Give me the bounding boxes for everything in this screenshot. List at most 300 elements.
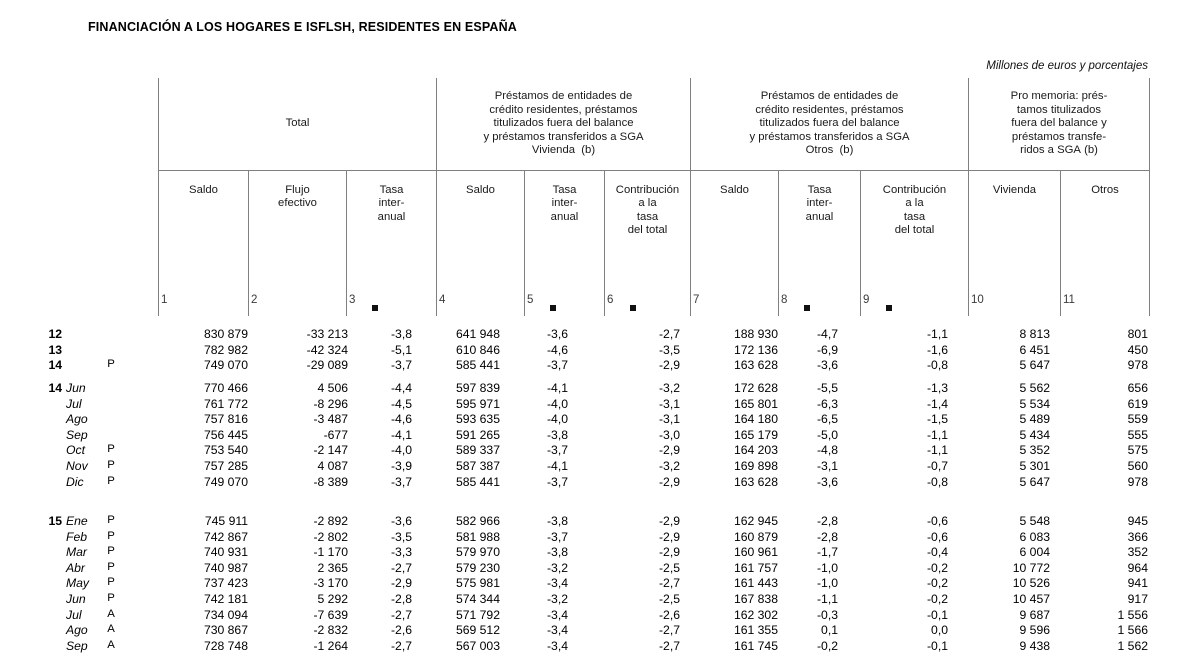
table-row [0, 475, 1200, 491]
cell-col-4: 575 981 [455, 576, 500, 591]
cell-col-3: -3,3 [390, 545, 412, 560]
column-header-line: Contribución [615, 184, 680, 196]
cell-col-8: -4,8 [816, 443, 838, 458]
column-number-9: 9 [863, 294, 870, 306]
cell-col-2: -42 324 [306, 342, 348, 357]
cell-col-4: 595 971 [455, 396, 500, 411]
page-title: FINANCIACIÓN A LOS HOGARES E ISFLSH, RESIDENTES EN ESPAÑA [88, 20, 517, 34]
cell-col-7: 188 930 [733, 327, 778, 341]
cell-col-2: -2 802 [313, 529, 348, 544]
cell-col-10: 9 438 [1019, 638, 1050, 653]
cell-col-9: -1,4 [926, 396, 948, 411]
cell-col-10: 6 004 [1019, 545, 1050, 560]
cell-col-6: -2,9 [658, 545, 680, 560]
cell-col-7: 163 628 [733, 358, 778, 373]
cell-col-2: -2 832 [313, 623, 348, 638]
cell-col-2: -7 639 [313, 607, 348, 622]
cell-col-6: -2,9 [658, 529, 680, 544]
cell-col-5: -4,1 [546, 381, 568, 395]
cell-col-4: 585 441 [455, 474, 500, 489]
cell-col-4: 567 003 [455, 638, 500, 653]
cell-col-9: -0,8 [926, 474, 948, 489]
row-month-label: Mar [66, 545, 87, 560]
table-row [0, 459, 1200, 475]
column-header-line: Saldo [720, 184, 749, 196]
table-row [0, 343, 1200, 359]
cell-col-1: 830 879 [203, 327, 248, 341]
cell-col-4: 597 839 [455, 381, 500, 395]
cell-col-11: 366 [1127, 529, 1148, 544]
column-header-line: Vivienda [992, 184, 1037, 196]
cell-col-11: 619 [1127, 396, 1148, 411]
cell-col-2: -1 170 [313, 545, 348, 560]
column-number-5: 5 [527, 294, 534, 306]
column-header-line: Otros [1091, 184, 1119, 196]
cell-col-10: 5 434 [1019, 427, 1050, 442]
cell-col-7: 161 757 [733, 560, 778, 575]
column-group-label: Pro memoria: prés- tamos titulizados fuera del balance y préstamos transfe- ridos a SGA (b) [1010, 90, 1108, 157]
row-year-label: 13 [48, 342, 62, 357]
row-status-flag: P [107, 576, 115, 589]
column-header-line: del total [627, 224, 668, 237]
cell-col-4: 579 970 [455, 545, 500, 560]
cell-col-9: -1,6 [926, 342, 948, 357]
cell-col-4: 591 265 [455, 427, 500, 442]
cell-col-3: -2,9 [390, 576, 412, 591]
cell-col-3: -4,4 [390, 381, 412, 395]
cell-col-1: 761 772 [203, 396, 248, 411]
cell-col-2: -8 389 [313, 474, 348, 489]
row-month-label: Jun [66, 592, 86, 606]
column-number-7: 7 [693, 294, 700, 306]
column-group-label: Préstamos de entidades de crédito residentes, préstamos titulizados fuera del balance y préstamos transferidos a SGA Otros (b) [749, 90, 910, 157]
row-month-label: Sep [66, 638, 88, 653]
cell-col-9: -0,1 [926, 638, 948, 653]
cell-col-10: 9 687 [1019, 607, 1050, 622]
cell-col-1: 753 540 [203, 443, 248, 458]
cell-col-10: 10 457 [1012, 592, 1050, 606]
cell-col-11: 964 [1127, 560, 1148, 575]
cell-col-11: 941 [1127, 576, 1148, 591]
cell-col-4: 585 441 [455, 358, 500, 373]
cell-col-6: -2,9 [658, 358, 680, 373]
row-month-label: Abr [66, 560, 85, 575]
table-row [0, 428, 1200, 444]
cell-col-1: 730 867 [203, 623, 248, 638]
cell-col-11: 555 [1127, 427, 1148, 442]
cell-col-8: -2,8 [816, 514, 838, 528]
row-status-flag: A [107, 607, 115, 620]
column-header-line: Saldo [189, 184, 218, 196]
cell-col-7: 169 898 [733, 459, 778, 473]
cell-col-1: 756 445 [203, 427, 248, 442]
table-row [0, 412, 1200, 428]
cell-col-9: -1,1 [926, 427, 948, 442]
cell-col-10: 9 596 [1019, 623, 1050, 638]
column-header-line: anual [550, 210, 579, 223]
cell-col-5: -3,8 [546, 427, 568, 442]
cell-col-8: -4,7 [816, 327, 838, 341]
cell-col-10: 5 534 [1019, 396, 1050, 411]
cell-col-6: -2,9 [658, 443, 680, 458]
cell-col-2: 5 292 [317, 592, 348, 606]
column-header-line: Contribución [882, 184, 947, 196]
cell-col-7: 162 945 [733, 514, 778, 528]
cell-col-10: 5 562 [1019, 381, 1050, 395]
cell-col-3: -3,7 [390, 474, 412, 489]
row-month-label: Sep [66, 427, 88, 442]
row-status-flag: P [107, 474, 115, 487]
cell-col-8: -1,0 [816, 576, 838, 591]
cell-col-10: 6 451 [1019, 342, 1050, 357]
cell-col-8: -3,1 [816, 459, 838, 473]
column-header-line: a la [638, 197, 657, 210]
column-number-6: 6 [607, 294, 614, 306]
cell-col-6: -2,7 [658, 576, 680, 591]
cell-col-8: -0,3 [816, 607, 838, 622]
column-number-2: 2 [251, 294, 258, 306]
cell-col-3: -2,7 [390, 607, 412, 622]
cell-col-8: -2,8 [816, 529, 838, 544]
cell-col-4: 589 337 [455, 443, 500, 458]
cell-col-6: -2,7 [658, 327, 680, 341]
column-header-line: Tasa [379, 184, 404, 196]
cell-col-8: -5,0 [816, 427, 838, 442]
cell-col-9: -1,5 [926, 412, 948, 427]
cell-col-1: 728 748 [203, 638, 248, 653]
cell-col-5: -3,2 [546, 592, 568, 606]
cell-col-1: 749 070 [203, 358, 248, 373]
cell-col-7: 165 801 [733, 396, 778, 411]
cell-col-6: -3,1 [658, 412, 680, 427]
cell-col-6: -2,9 [658, 474, 680, 489]
cell-col-9: -0,8 [926, 358, 948, 373]
cell-col-2: -677 [323, 427, 348, 442]
table-row [0, 514, 1200, 530]
cell-col-9: -1,1 [926, 443, 948, 458]
cell-col-3: -3,8 [390, 327, 412, 341]
cell-col-2: -3 170 [313, 576, 348, 591]
table-row [0, 608, 1200, 624]
cell-col-10: 5 489 [1019, 412, 1050, 427]
cell-col-9: -0,4 [926, 545, 948, 560]
cell-col-5: -3,4 [546, 638, 568, 653]
row-month-label: Ago [66, 623, 88, 638]
table-row [0, 397, 1200, 413]
table-row [0, 623, 1200, 639]
cell-col-6: -2,6 [658, 607, 680, 622]
cell-col-9: -0,6 [926, 529, 948, 544]
row-status-flag: A [107, 638, 115, 651]
cell-col-6: -2,9 [658, 514, 680, 528]
table-row [0, 443, 1200, 459]
column-number-10: 10 [971, 294, 984, 306]
units-caption: Millones de euros y porcentajes [986, 60, 1148, 72]
cell-col-11: 945 [1127, 514, 1148, 528]
cell-col-6: -2,5 [658, 592, 680, 606]
cell-col-2: -1 264 [313, 638, 348, 653]
column-header-line: inter- [378, 197, 405, 210]
cell-col-11: 560 [1127, 459, 1148, 473]
column-number-8: 8 [781, 294, 788, 306]
row-status-flag: P [107, 443, 115, 456]
cell-col-6: -2,5 [658, 560, 680, 575]
cell-col-4: 579 230 [455, 560, 500, 575]
table-row [0, 592, 1200, 608]
cell-col-10: 6 083 [1019, 529, 1050, 544]
cell-col-2: -33 213 [306, 327, 348, 341]
cell-col-6: -3,5 [658, 342, 680, 357]
cell-col-3: -5,1 [390, 342, 412, 357]
cell-col-8: -6,5 [816, 412, 838, 427]
column-header-line: Saldo [466, 184, 495, 196]
cell-col-9: -0,1 [926, 607, 948, 622]
cell-col-5: -3,7 [546, 358, 568, 373]
row-month-label: Dic [66, 474, 84, 489]
cell-col-5: -4,6 [546, 342, 568, 357]
cell-col-1: 749 070 [203, 474, 248, 489]
row-month-label: Nov [66, 459, 88, 473]
cell-col-4: 574 344 [455, 592, 500, 606]
cell-col-4: 593 635 [455, 412, 500, 427]
row-month-label: Ene [66, 514, 88, 528]
cell-col-11: 1 566 [1117, 623, 1148, 638]
table-row [0, 561, 1200, 577]
row-status-flag: P [107, 529, 115, 542]
cell-col-6: -2,7 [658, 623, 680, 638]
cell-col-3: -4,5 [390, 396, 412, 411]
cell-col-5: -3,8 [546, 545, 568, 560]
cell-col-2: -8 296 [313, 396, 348, 411]
cell-col-7: 162 302 [733, 607, 778, 622]
row-month-label: May [66, 576, 90, 591]
cell-col-5: -3,8 [546, 514, 568, 528]
cell-col-4: 569 512 [455, 623, 500, 638]
row-month-label: Jun [66, 381, 86, 395]
table-row [0, 530, 1200, 546]
cell-col-5: -3,7 [546, 474, 568, 489]
cell-col-1: 742 181 [203, 592, 248, 606]
cell-col-4: 582 966 [455, 514, 500, 528]
cell-col-11: 1 556 [1117, 607, 1148, 622]
cell-col-11: 559 [1127, 412, 1148, 427]
cell-col-5: -3,7 [546, 529, 568, 544]
row-year-label: 15 [48, 514, 62, 528]
cell-col-10: 5 647 [1019, 358, 1050, 373]
cell-col-11: 978 [1127, 474, 1148, 489]
cell-col-11: 917 [1127, 592, 1148, 606]
column-number-11: 11 [1063, 294, 1075, 306]
cell-col-1: 745 911 [204, 514, 248, 528]
row-year-label: 14 [48, 358, 62, 373]
row-status-flag: P [107, 545, 115, 558]
table-row [0, 576, 1200, 592]
cell-col-11: 1 562 [1117, 638, 1148, 653]
cell-col-8: -1,0 [816, 560, 838, 575]
cell-col-3: -2,7 [390, 638, 412, 653]
cell-col-11: 656 [1127, 381, 1148, 395]
column-number-1: 1 [161, 294, 168, 306]
column-header-line: anual [805, 210, 834, 223]
cell-col-1: 770 466 [203, 381, 248, 395]
column-header-line: Flujo [285, 184, 310, 196]
cell-col-10: 5 548 [1019, 514, 1050, 528]
cell-col-9: -1,3 [926, 381, 948, 395]
cell-col-10: 8 813 [1019, 327, 1050, 341]
cell-col-7: 172 628 [733, 381, 778, 395]
cell-col-4: 610 846 [455, 342, 500, 357]
cell-col-7: 172 136 [733, 342, 778, 357]
cell-col-1: 737 423 [203, 576, 248, 591]
column-header-line: del total [894, 224, 935, 237]
cell-col-10: 10 526 [1012, 576, 1050, 591]
row-month-label: Jul [66, 396, 82, 411]
row-status-flag: A [107, 623, 115, 636]
cell-col-11: 450 [1127, 342, 1148, 357]
cell-col-9: 0,0 [931, 623, 948, 638]
row-status-flag: P [107, 592, 115, 604]
cell-col-3: -2,7 [390, 560, 412, 575]
cell-col-1: 734 094 [203, 607, 248, 622]
cell-col-3: -4,6 [390, 412, 412, 427]
cell-col-5: -3,4 [546, 623, 568, 638]
cell-col-1: 757 285 [203, 459, 248, 473]
cell-col-7: 161 745 [733, 638, 778, 653]
cell-col-9: -0,6 [926, 514, 948, 528]
cell-col-11: 978 [1127, 358, 1148, 373]
row-status-flag: P [107, 459, 115, 471]
cell-col-8: -3,6 [816, 474, 838, 489]
row-status-flag: P [107, 514, 115, 526]
row-year-label: 12 [48, 327, 62, 341]
cell-col-1: 740 987 [203, 560, 248, 575]
column-group-label: Total [285, 117, 310, 130]
cell-col-4: 641 948 [455, 327, 500, 341]
table-row [0, 327, 1200, 343]
row-month-label: Feb [66, 529, 88, 544]
table-row [0, 639, 1200, 655]
cell-col-6: -3,0 [658, 427, 680, 442]
column-header-line: a la [905, 197, 924, 210]
column-header-line: inter- [806, 197, 833, 210]
cell-col-8: -0,2 [816, 638, 838, 653]
cell-col-11: 801 [1127, 327, 1148, 341]
cell-col-1: 740 931 [203, 545, 248, 560]
cell-col-5: -3,4 [546, 607, 568, 622]
cell-col-4: 581 988 [455, 529, 500, 544]
cell-col-5: -3,2 [546, 560, 568, 575]
cell-col-8: -1,7 [816, 545, 838, 560]
cell-col-3: -4,1 [390, 427, 412, 442]
cell-col-9: -0,2 [926, 576, 948, 591]
cell-col-8: -5,5 [816, 381, 838, 395]
cell-col-10: 5 352 [1019, 443, 1050, 458]
cell-col-7: 163 628 [733, 474, 778, 489]
column-header-line: tasa [636, 210, 659, 223]
cell-col-2: 4 506 [317, 381, 348, 395]
cell-col-8: -1,1 [816, 592, 838, 606]
cell-col-10: 10 772 [1012, 560, 1050, 575]
cell-col-8: -6,9 [816, 342, 838, 357]
cell-col-7: 161 443 [733, 576, 778, 591]
table-row [0, 381, 1200, 397]
cell-col-7: 165 179 [733, 427, 778, 442]
row-month-label: Ago [66, 412, 88, 427]
cell-col-2: -29 089 [306, 358, 348, 373]
row-status-flag: P [107, 358, 115, 371]
row-month-label: Jul [66, 607, 82, 622]
cell-col-3: -3,7 [390, 358, 412, 373]
cell-col-7: 161 355 [733, 623, 778, 638]
cell-col-3: -2,6 [390, 623, 412, 638]
cell-col-2: -3 487 [313, 412, 348, 427]
table-row [0, 358, 1200, 374]
cell-col-2: 4 087 [317, 459, 348, 473]
cell-col-11: 352 [1127, 545, 1148, 560]
column-header-line: Tasa [807, 184, 832, 196]
cell-col-10: 5 301 [1019, 459, 1050, 473]
column-number-3: 3 [349, 294, 356, 306]
cell-col-8: 0,1 [821, 623, 838, 638]
cell-col-3: -2,8 [390, 592, 412, 606]
cell-col-2: 2 365 [317, 560, 348, 575]
cell-col-9: -0,2 [926, 592, 948, 606]
cell-col-6: -3,2 [658, 381, 680, 395]
cell-col-4: 571 792 [455, 607, 500, 622]
cell-col-3: -4,0 [390, 443, 412, 458]
cell-col-1: 757 816 [203, 412, 248, 427]
column-number-4: 4 [439, 294, 446, 306]
cell-col-1: 742 867 [203, 529, 248, 544]
cell-col-7: 164 180 [733, 412, 778, 427]
row-status-flag: P [107, 560, 115, 573]
cell-col-7: 160 961 [733, 545, 778, 560]
cell-col-7: 160 879 [733, 529, 778, 544]
cell-col-5: -3,6 [546, 327, 568, 341]
cell-col-10: 5 647 [1019, 474, 1050, 489]
cell-col-8: -6,3 [816, 396, 838, 411]
cell-col-7: 167 838 [733, 592, 778, 606]
column-header-line: tasa [903, 210, 926, 223]
column-header-line: efectivo [278, 197, 317, 210]
table-row [0, 545, 1200, 561]
cell-col-6: -3,1 [658, 396, 680, 411]
cell-col-11: 575 [1127, 443, 1148, 458]
row-month-label: Oct [66, 443, 85, 458]
cell-col-3: -3,6 [390, 514, 412, 528]
cell-col-2: -2 892 [313, 514, 348, 528]
cell-col-2: -2 147 [313, 443, 348, 458]
cell-col-5: -4,1 [546, 459, 568, 473]
cell-col-6: -3,2 [658, 459, 680, 473]
cell-col-3: -3,9 [390, 459, 412, 473]
cell-col-3: -3,5 [390, 529, 412, 544]
column-header-line: anual [377, 210, 406, 223]
column-group-label: Préstamos de entidades de crédito residentes, préstamos titulizados fuera del balance y préstamos transferidos a SGA Vivienda (b) [483, 90, 644, 157]
cell-col-8: -3,6 [816, 358, 838, 373]
cell-col-5: -3,7 [546, 443, 568, 458]
cell-col-4: 587 387 [455, 459, 500, 473]
cell-col-5: -4,0 [546, 396, 568, 411]
cell-col-9: -0,7 [926, 459, 948, 473]
cell-col-9: -1,1 [926, 327, 948, 341]
cell-col-7: 164 203 [733, 443, 778, 458]
cell-col-1: 782 982 [203, 342, 248, 357]
cell-col-5: -4,0 [546, 412, 568, 427]
cell-col-9: -0,2 [926, 560, 948, 575]
column-header-line: inter- [551, 197, 578, 210]
row-year-label: 14 [48, 381, 62, 395]
